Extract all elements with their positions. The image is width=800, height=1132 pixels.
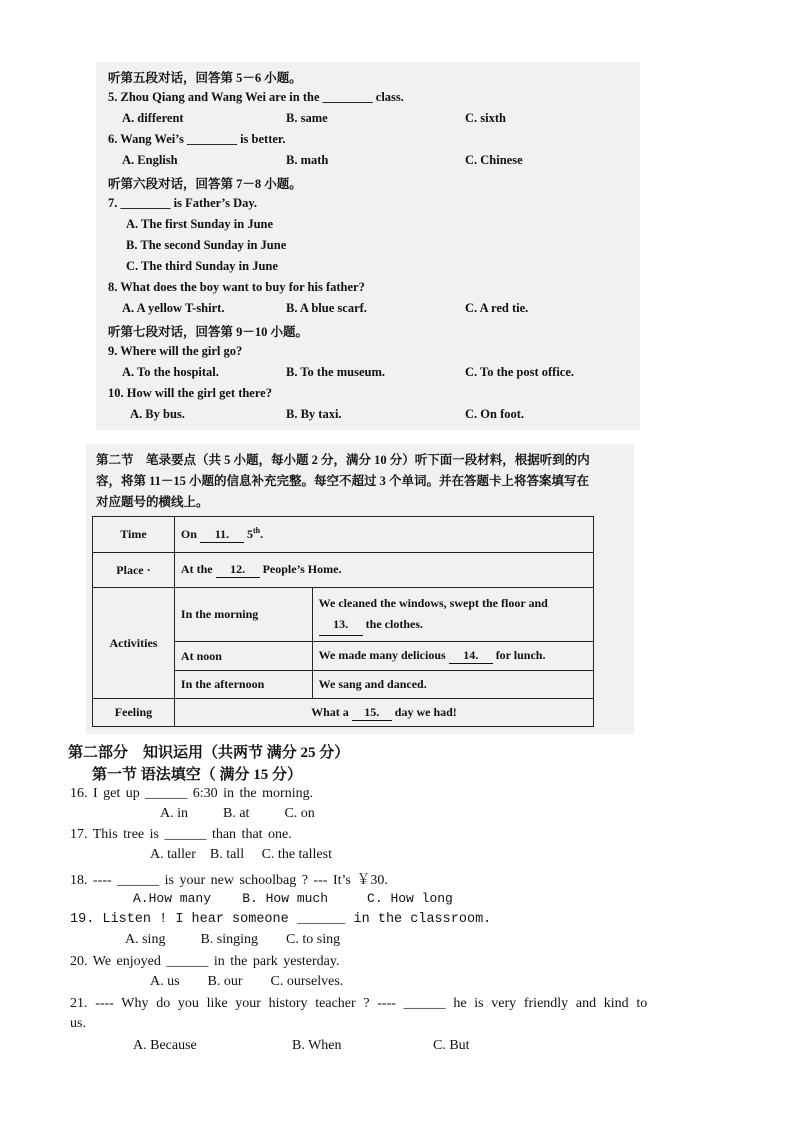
q9-option-c: C. To the post office. <box>465 365 575 379</box>
q21-option-b: B. When <box>292 1038 342 1053</box>
morning-label: In the morning <box>174 588 312 642</box>
q8-stem: 8. What does the boy want to buy for his father? <box>108 280 365 294</box>
feeling-text2: day we had! <box>394 704 457 719</box>
q7-option-b: B. The second Sunday in June <box>126 238 287 252</box>
time-sup: th <box>252 526 261 535</box>
q8-option-b: B. A blue scarf. <box>286 301 367 315</box>
q5-stem: 5. Zhou Qiang and Wang Wei are in the ________ class. <box>108 90 404 104</box>
q6-option-c: C. Chinese <box>465 153 523 167</box>
q21-option-c: C. But <box>433 1038 470 1053</box>
place-cell <box>174 553 593 588</box>
blank-11: 11. <box>200 527 244 543</box>
q10-option-c: C. On foot. <box>465 407 525 421</box>
activities-label: Activities <box>93 588 175 699</box>
q18-stem: 18. ---- ______ is your new schoolbag ? --- It’s ￥30. <box>70 873 388 888</box>
part2-section1-heading: 第一节 语法填空（ 满分 15 分） <box>92 767 303 783</box>
place-label: Place · <box>93 553 175 588</box>
table-row-time <box>93 517 594 553</box>
q19-stem: 19. Listen ! I hear someone ______ in the classroom. <box>70 912 492 927</box>
morning-text2: the clothes. <box>365 617 423 631</box>
q7-option-a: A. The first Sunday in June <box>126 217 274 231</box>
time-suffix: 5 <box>246 527 253 541</box>
q8-option-a: A. A yellow T-shirt. <box>122 301 225 315</box>
q19-options: A. sing B. singing C. to sing <box>125 932 341 947</box>
blank-15: 15. <box>352 705 392 721</box>
q10-stem: 10. How will the girl get there? <box>108 386 272 400</box>
q17-options: A. taller B. tall C. the tallest <box>150 847 332 862</box>
time-end: . <box>260 527 264 541</box>
q21-stem-continued: us. <box>70 1016 86 1031</box>
time-prefix: On <box>180 527 197 541</box>
section2-intro-line3: 对应题号的横线上。 <box>96 495 209 509</box>
q9-option-a: A. To the hospital. <box>122 365 219 379</box>
blank-14: 14. <box>449 648 493 664</box>
feeling-cell <box>174 699 593 727</box>
noon-label: At noon <box>174 642 312 671</box>
listening-scan <box>96 62 640 430</box>
feeling-text1: What a <box>311 704 349 719</box>
q20-stem: 20. We enjoyed ______ in the park yesterday. <box>70 954 340 969</box>
blank-12: 12. <box>216 562 260 578</box>
q7-option-c: C. The third Sunday in June <box>126 259 278 273</box>
q5-option-b: B. same <box>286 111 328 125</box>
time-cell <box>174 517 593 553</box>
feeling-label: Feeling <box>93 699 175 727</box>
section2-intro-line1: 第二节 笔录要点（共 5 小题，每小题 2 分，满分 10 分）听下面一段材料，根据听到的内 <box>96 453 590 467</box>
table-row-feeling <box>93 699 594 727</box>
q10-option-b: B. By taxi. <box>286 407 342 421</box>
q6-option-a: A. English <box>122 153 178 167</box>
q16-options: A. in B. at C. on <box>160 806 315 821</box>
noon-text2: for lunch. <box>495 648 546 662</box>
q6-stem: 6. Wang Wei’s ________ is better. <box>108 132 286 146</box>
note-taking-scan <box>86 444 634 734</box>
q17-stem: 17. This tree is ______ than that one. <box>70 827 292 842</box>
section2-intro-line2: 容，将第 11－15 小题的信息补充完整。每空不超过 3 个单词。并在答题卡上将答案填写在 <box>96 474 590 488</box>
morning-cell <box>312 588 593 642</box>
part2-heading: 第二部分 知识运用（共两节 满分 25 分） <box>68 745 350 761</box>
afternoon-text: We sang and danced. <box>312 671 593 699</box>
place-prefix: At the <box>180 562 213 576</box>
afternoon-label: In the afternoon <box>174 671 312 699</box>
q21-option-a: A. Because <box>133 1038 197 1053</box>
table-row-morning <box>93 588 594 642</box>
dialog7-heading: 听第七段对话，回答第 9－10 小题。 <box>108 325 309 339</box>
q16-stem: 16. I get up ______ 6:30 in the morning. <box>70 786 314 801</box>
q5-option-a: A. different <box>122 111 184 125</box>
q8-option-c: C. A red tie. <box>465 301 529 315</box>
noon-text1: We made many delicious <box>318 648 446 662</box>
q5-option-c: C. sixth <box>465 111 506 125</box>
noon-cell <box>312 642 593 671</box>
q18-options: A.How many B. How much C. How long <box>133 891 453 906</box>
q7-stem: 7. ________ is Father’s Day. <box>108 196 258 210</box>
dialog5-heading: 听第五段对话，回答第 5－6 小题。 <box>108 71 302 85</box>
blank-13: 13. <box>319 614 363 636</box>
table-row-place <box>93 553 594 588</box>
q6-option-b: B. math <box>286 153 329 167</box>
q9-option-b: B. To the museum. <box>286 365 385 379</box>
q20-options: A. us B. our C. ourselves. <box>150 974 344 989</box>
dialog6-heading: 听第六段对话，回答第 7－8 小题。 <box>108 177 302 191</box>
note-table <box>92 516 594 727</box>
q9-stem: 9. Where will the girl go? <box>108 344 243 358</box>
q21-stem: 21. ---- Why do you like your history teacher ? ---- ______ he is very friendly and kind to <box>70 996 648 1011</box>
q10-option-a: A. By bus. <box>130 407 185 421</box>
morning-text1: We cleaned the windows, swept the floor and <box>318 596 548 610</box>
time-label: Time <box>93 517 175 553</box>
place-suffix: People’s Home. <box>262 562 342 576</box>
